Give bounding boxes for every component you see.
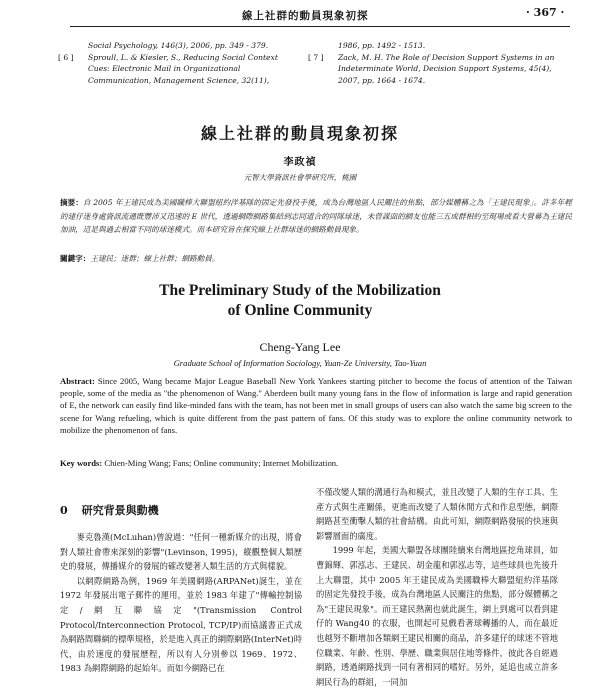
page-number: · 367 ·: [526, 6, 565, 19]
reference-text: Zack, M. H. The Role of Decision Support Systems in an Indeterminate World, Decision Support Systems, 45(4), 2007, pp. 1664 - 1674.: [338, 52, 555, 85]
english-abstract-label: Abstract:: [60, 376, 95, 386]
body-column-right: [316, 485, 558, 697]
section-number: 0: [60, 504, 68, 517]
english-title: [0, 281, 600, 321]
english-title-line-1: The Preliminary Study of the Mobilization: [159, 282, 441, 299]
header-rule: [70, 26, 570, 27]
body-paragraph: 不僅改變人類的溝通行為和模式，並且改變了人類的生存工具、生產方式與生產關係，更進而改變了人類休閒方式和作息型態，網際網路甚至衝擊人類的社會結構。由此可知，網際網路發展的快速與影響層面的廣度。: [316, 487, 558, 541]
body-column-left: [60, 530, 302, 697]
reference-text: Sproull, L. & Kiesler, S., Reducing Social Context Cues: Electronic Mail in Organizational Communication, Management Science, 32(11),: [88, 52, 278, 85]
english-abstract-text: Since 2005, Wang became Major League Baseball New York Yankees starting pitcher to become the focus of attention of the Taiwan people, some of the media as "the phenomenon of Wang." Aberdeen built many young fans in the flow of information is large and rapid generation of E, the network can easily find like-minded fans with the team, has not been met in small groups of users can also watch the same big screen to the scene for Wang refueling, which is quite different from the past pattern of fans. Of this study was to explore the online community network to mobilize the phenomenon of fans.: [60, 376, 572, 435]
reference-item: [308, 40, 568, 52]
chinese-abstract-label: 摘要：: [60, 198, 84, 207]
reference-item: [308, 52, 568, 87]
chinese-keywords-label: 關鍵字：: [60, 254, 91, 263]
chinese-affiliation: 元智大學資訊社會學研究所，桃園: [243, 173, 357, 182]
section-heading: [60, 502, 159, 518]
english-abstract: [60, 375, 572, 436]
body-paragraph: 麥克魯漢(McLuhan)曾說過："任何一種新媒介的出現，將會對人類社會帶來深刻的影響"(Levinson, 1995)，縱觀整個人類歷史的發展，傳播媒介的發展的確改變著人類生活的方式與樣貌。: [60, 532, 302, 572]
chinese-title: 線上社群的動員現象初探: [200, 124, 399, 143]
chinese-abstract-text: 自 2005 年王建民成為美國職棒大聯盟紐約洋基隊的固定先發投手後，成為台灣地區人民關注的焦點，部分媒體稱之為「王建民現象」。許多年輕的建仔迷身處資訊流通既豐沛又迅速的 E 世代，透過網際網路集結到志同道合的同隊球迷，未曾謀面的網友也能三五成群相約至現場或看大營幕為王建民加油，這是與過去相當不同的球迷模式。而本研究旨在探究線上社群球迷的網路動員現象。: [60, 198, 572, 234]
chinese-author: 李政禎: [283, 157, 317, 168]
section-title: 研究背景與動機: [81, 504, 159, 517]
body-paragraph: 1999 年起，美國大聯盟各球團陸續來台灣地區挖角球員，如曹錦輝、郭泓志、王建民、胡金龍和郭泓志等，這些球員也先後升上大聯盟，其中 2005 年王建民成為美國職棒大聯盟紐約洋基隊的固定先發投手後，成為台灣地區人民關注的焦點，部分媒體稱之為"王建民現象"。而王建民熱潮也就此誕生，網上到處可以看到建仔的 Wang40 的衣服，也開起可見戲看著球轉播的人，而在最近也越努不斷增加各類網王建民相關的商品，許多建仔的球迷不管地位職業、年齡、性別、學歷、職業與居住地等條件，彼此各自經過網路，透過網路找到一同有著相同的嗜好。另外，延追也成立許多網民行為的群組，一同加: [316, 545, 558, 687]
reference-item: [58, 52, 298, 87]
english-affiliation: Graduate School of Information Sociology, Yuan-Ze University, Tao-Yuan: [173, 358, 427, 368]
chinese-abstract: [60, 196, 572, 237]
running-head: [0, 0, 600, 30]
running-head-title: 線上社群的動員現象初探: [242, 10, 369, 22]
reference-text: Social Psychology, 146(3), 2006, pp. 349 - 379.: [88, 41, 269, 50]
reference-item: [58, 40, 298, 52]
chinese-keywords: [60, 253, 572, 264]
english-keywords: [60, 458, 572, 468]
references-left: [58, 40, 298, 86]
reference-number: [ 7 ]: [308, 52, 324, 62]
english-author: Cheng-Yang Lee: [259, 340, 341, 354]
english-keywords-label: Key words:: [60, 458, 103, 468]
reference-text: 1986, pp. 1492 - 1513.: [338, 41, 426, 50]
references-right: [308, 40, 568, 86]
english-title-line-2: of Online Community: [227, 302, 373, 319]
english-keywords-text: Chien-Ming Wang; Fans; Online community; Internet Mobilization.: [104, 458, 339, 468]
body-paragraph: 以網際網路為例，1969 年美國網路(ARPANet)誕生，並在 1972 年發展出電子郵件的運用，並於 1983 年建了"傳輸控制協定/網互聯協定"(Transmission Control Protocol/Interconnection Protocol, TCP/IP)而協議書正式成為網路間聯網的標準規格，於是進入真正的網際網路(InterNet)時代，由於速度的發展歷程，所以有人分別參以 1969、1972、1983 為網際網路的起始年。而如今網路已在: [60, 575, 302, 674]
reference-number: [ 6 ]: [58, 52, 74, 62]
chinese-keywords-text: 王建民；迷群；線上社群；網路動員。: [90, 254, 220, 263]
